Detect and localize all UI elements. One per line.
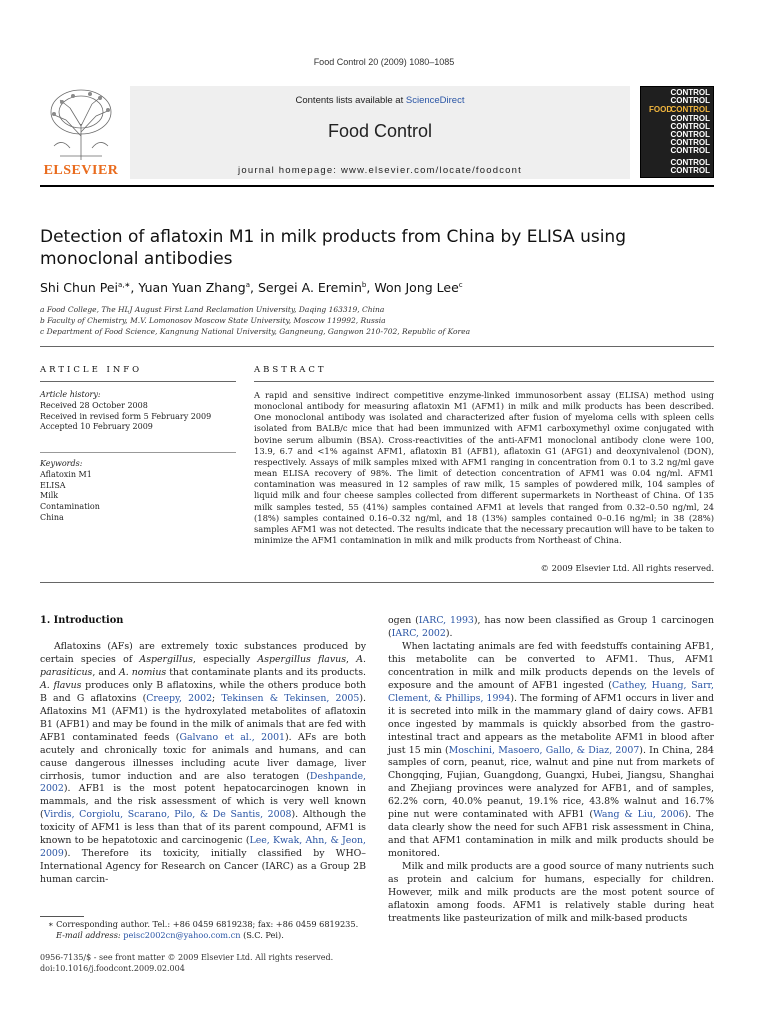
text-run-italic: A. flavus xyxy=(40,679,82,691)
journal-homepage[interactable]: journal homepage: www.elsevier.com/locate/foodcont xyxy=(238,165,522,176)
keyword: China xyxy=(40,512,64,522)
email-suffix: (S.C. Pei). xyxy=(240,930,284,940)
text-run-italic: A. nomius xyxy=(119,666,167,678)
affiliation-b: b Faculty of Chemistry, M.V. Lomonosov Moscow State University, Moscow 119992, Russia xyxy=(40,316,386,325)
keywords-block xyxy=(40,459,100,524)
author-separator: , xyxy=(366,280,375,295)
footnote-rule xyxy=(40,916,84,917)
keyword: Aflatoxin M1 xyxy=(40,469,92,479)
text-run: Aflatoxins (AFs) are extremely toxic substances produced by certain species of xyxy=(40,641,366,665)
intro-paragraph: Milk and milk products are a good source of many nutrients such as protein and calcium for humans, especially for children. However, milk and milk products are the most potent source of aflatoxin among foods. AFM1 is relatively stable during heat treatments like pasteurization of milk and milk-based products xyxy=(388,861,714,924)
text-run: ). The forming of AFM1 occurs in liver and it is secreted into milk in the mammary gland of dairy cows. AFB1 once ingested by mammals is quickly absorbed from the gastro-intestinal tract and appears as the metabolite AFM1 in blood after just 15 min ( xyxy=(388,692,714,756)
cover-line: CONTROL xyxy=(670,105,710,114)
keywords-label-text: Keywords: xyxy=(40,459,83,468)
author-affil-marker: a,∗ xyxy=(118,280,131,289)
affiliation-a: a Food College, The HLJ August First Land Reclamation University, Daqing 163319, China xyxy=(40,305,385,314)
text-run: ). In China, 284 samples of corn, peanut, rice, walnut and pine nut from markets of Chongqing, Fujian, Guangdong, Guangxi, Hubei, Jiangsu, Shanghai and Zhejiang provinces were analyzed for AFB1, and of samples, 62.2% corn, 40.0% peanut, 19.1% rice, 43.8% walnut and 16.7% pine nut were contaminated with AFB1 ( xyxy=(388,744,715,821)
author-list xyxy=(40,280,463,295)
intro-left-column xyxy=(40,641,366,887)
article-history-label-text: Article history: xyxy=(40,390,101,399)
author-affil-marker: a xyxy=(245,280,251,289)
abstract-rule xyxy=(254,381,714,382)
contents-line xyxy=(130,95,630,106)
corresponding-author-footnote xyxy=(40,919,358,941)
text-run: ). The data clearly show the need for such AFB1 risk assessment in China, and that AFM1 contamination in milk and milk products should be monitored. xyxy=(388,809,714,860)
author-email-link[interactable]: peisc2002cn@yahoo.com.cn xyxy=(123,930,241,940)
author-name[interactable]: Sergei A. Eremin xyxy=(258,280,362,295)
corresponding-author-text: ∗ Corresponding author. Tel.: +86 0459 6819238; fax: +86 0459 6819235. xyxy=(48,919,359,929)
reference-link[interactable]: Lee, Kwak, Ahn, & Jeon, 2009 xyxy=(40,835,366,860)
journal-citation: Food Control 20 (2009) 1080–1085 xyxy=(313,57,455,67)
text-run: ), has now been classified as Group 1 carcinogen ( xyxy=(388,615,714,639)
email-line xyxy=(40,930,358,941)
keywords-label xyxy=(40,459,100,470)
text-run-italic: Aspergillus xyxy=(139,653,193,665)
history-accepted: Accepted 10 February 2009 xyxy=(40,422,153,432)
reference-link[interactable]: Galvano et al., 2001 xyxy=(179,731,286,743)
article-history-label xyxy=(40,390,211,401)
author-affil-marker: b xyxy=(361,280,367,289)
cover-line: CONTROL xyxy=(670,166,710,175)
article-title-line: monoclonal antibodies xyxy=(40,249,233,269)
article-info-heading: ARTICLE INFO xyxy=(40,365,143,375)
text-run-italic: Aspergillus flavus xyxy=(257,653,347,665)
cover-food-word: FOOD xyxy=(649,105,673,114)
issn-line: 0956-7135/$ - see front matter © 2009 Elsevier Ltd. All rights reserved. xyxy=(40,953,334,962)
author-name[interactable]: Won Jong Lee xyxy=(374,280,459,295)
doi-line[interactable]: doi:10.1016/j.foodcont.2009.02.004 xyxy=(40,964,185,973)
abstract-copyright: © 2009 Elsevier Ltd. All rights reserved. xyxy=(540,563,714,573)
author-separator: , xyxy=(130,280,139,295)
cover-line: CONTROL xyxy=(670,138,710,147)
intro-paragraph xyxy=(388,641,714,861)
keyword: Milk xyxy=(40,491,59,501)
reference-link[interactable]: IARC, 2002 xyxy=(391,627,446,639)
text-run: ; xyxy=(212,692,222,704)
text-run: ). Although the toxicity of AFM1 is less than that of its parent compound, AFM1 is known to be hepatotoxic and carcinogenic ( xyxy=(40,809,367,847)
reference-link[interactable]: Wang & Liu, 2006 xyxy=(593,809,685,821)
history-revised: Received in revised form 5 February 2009 xyxy=(40,411,212,421)
sciencedirect-link[interactable]: ScienceDirect xyxy=(405,95,465,106)
reference-link[interactable]: Tekinsen & Tekinsen, 2005 xyxy=(221,692,360,704)
abstract-text: A rapid and sensitive indirect competitive enzyme-linked immunosorbent assay (ELISA) method using monoclonal antibody for measuring aflatoxin M1 (AFM1) in milk and milk products has been described. One monoclonal antibody was isolated and characterized after fusion of myeloma cells with spleen cells isolated from BALB/c mice that had been immunized with AFM1 carboxymethyl oxime conjugated with bovine serum albumin (BSA). Cross-reactivities of the anti-AFM1 monoclonal antibody clone were 100, 13.9, 6.7 and <1% against AFM1, aflatoxin B1 (AFB1), aflatoxin G1 (AFG1) and deoxynivalenol (DON), respectively. Assays of milk samples mixed with AFM1 ranging in concentration from 0.1 to 3.2 ng/ml gave mean ELISA recovery of 98%. The limit of detection concentration of AFM1 was 0.04 ng/ml. AFM1 contamination was measured in 12 samples of raw milk, 15 samples of powdered milk, 104 samples of liquid milk and four cheese samples collected from different supermarkets in Northeast of China. Of 135 milk samples tested, 55 (41%) samples contained AFM1 at levels that ranged from 0.32–0.50 ng/ml, 24 (18%) samples contained 0.16–0.32 ng/ml, and 18 (13%) samples contained 0–0.16 ng/ml; in 38 (28%) samples AFM1 was not detected. The results indicate that the necessary precaution will have to be taken to minimize the AFM1 contamination in milk and milk products from Northeast of China. xyxy=(254,390,714,546)
affiliation-rule xyxy=(40,346,714,347)
author-name[interactable]: Yuan Yuan Zhang xyxy=(138,280,246,295)
text-run: , especially xyxy=(192,653,258,665)
issn-doi-block xyxy=(40,952,333,974)
header-rule xyxy=(40,185,714,187)
article-title xyxy=(40,226,720,270)
keyword: Contamination xyxy=(40,502,100,512)
author-name[interactable]: Shi Chun Pei xyxy=(40,280,119,295)
cover-line: CONTROL xyxy=(670,158,710,167)
author-affil-marker: c xyxy=(458,280,463,289)
text-run: ). AFs are both acutely and chronically toxic for animals and humans, and can cause dangerous illnesses including acute liver damage, liver cirrhosis, tumor induction and are also teratogen ( xyxy=(40,731,366,782)
reference-link[interactable]: Cathey, Huang, Sarr, Clement, & Phillips, 1994 xyxy=(388,679,714,704)
text-run: ). xyxy=(445,627,453,639)
text-run: When lactating animals are fed with feedstuffs containing AFB1, this metabolite can be converted to AFM1. Thus, AFM1 concentration in milk and milk products depends on the levels of exposure and the amount of AFB1 ingested ( xyxy=(388,640,714,691)
text-run: produces only B aflatoxins, while the others produce both B and G aflatoxins ( xyxy=(40,679,366,704)
section-heading-introduction: 1. Introduction xyxy=(40,615,124,626)
reference-link[interactable]: Virdis, Corgiolu, Scarano, Pilo, & De Santis, 2008 xyxy=(43,809,292,821)
affiliation-c: c Department of Food Science, Kangnung National University, Gangneung, Gangwon 210-702, Republic of Korea xyxy=(40,327,471,336)
cover-line: CONTROL xyxy=(670,88,710,97)
keyword: ELISA xyxy=(40,480,66,490)
reference-link[interactable]: Deshpande, 2002 xyxy=(40,770,366,795)
email-label: E-mail address: xyxy=(56,930,124,940)
journal-cover-thumbnail xyxy=(640,86,714,178)
cover-line: CONTROL xyxy=(670,114,710,123)
text-run: ). AFB1 is the most potent hepatocarcinogen known in mammals, and the risk assessment of which is very well known ( xyxy=(40,783,366,821)
article-info-rule xyxy=(40,381,236,382)
text-run: , xyxy=(346,653,357,665)
cover-line: CONTROL xyxy=(670,130,710,139)
text-run-italic: A. parasiticus xyxy=(40,653,366,678)
cover-line: CONTROL xyxy=(670,122,710,131)
cover-line: CONTROL xyxy=(670,96,710,105)
article-title-line: Detection of aflatoxin M1 in milk products from China by ELISA using xyxy=(40,227,626,247)
abstract-bottom-rule xyxy=(40,582,714,583)
author-separator: , xyxy=(250,280,258,295)
elsevier-wordmark: ELSEVIER xyxy=(43,163,119,178)
text-run: ogen ( xyxy=(388,615,419,626)
contents-prefix: Contents lists available at xyxy=(295,95,406,106)
journal-title: Food Control xyxy=(327,121,433,141)
text-run: , and xyxy=(92,666,119,678)
reference-link[interactable]: Creepy, 2002 xyxy=(146,692,213,704)
text-run: ). Aflatoxins M1 (AFM1) is the hydroxylated metabolites of aflatoxin B1 (AFB1) and may be found in the milk of animals that are fed with AFB1 contaminated feeds ( xyxy=(40,692,367,743)
abstract-heading: ABSTRACT xyxy=(254,365,327,375)
reference-link[interactable]: IARC, 1993 xyxy=(418,615,474,626)
intro-paragraph xyxy=(388,615,714,641)
keywords-rule xyxy=(40,452,236,453)
cover-line: CONTROL xyxy=(670,146,710,155)
article-history xyxy=(40,390,211,433)
intro-paragraph xyxy=(40,641,366,887)
text-run: that contaminate plants and its products. xyxy=(166,666,366,678)
intro-right-column xyxy=(388,615,714,926)
reference-link[interactable]: Moschini, Masoero, Gallo, & Diaz, 2007 xyxy=(448,744,640,756)
history-received: Received 28 October 2008 xyxy=(40,400,148,410)
text-run: ). Therefore its toxicity, initially classified by WHO–International Agency for Research on Cancer (IARC) as a Group 2B human carcin- xyxy=(40,848,366,886)
